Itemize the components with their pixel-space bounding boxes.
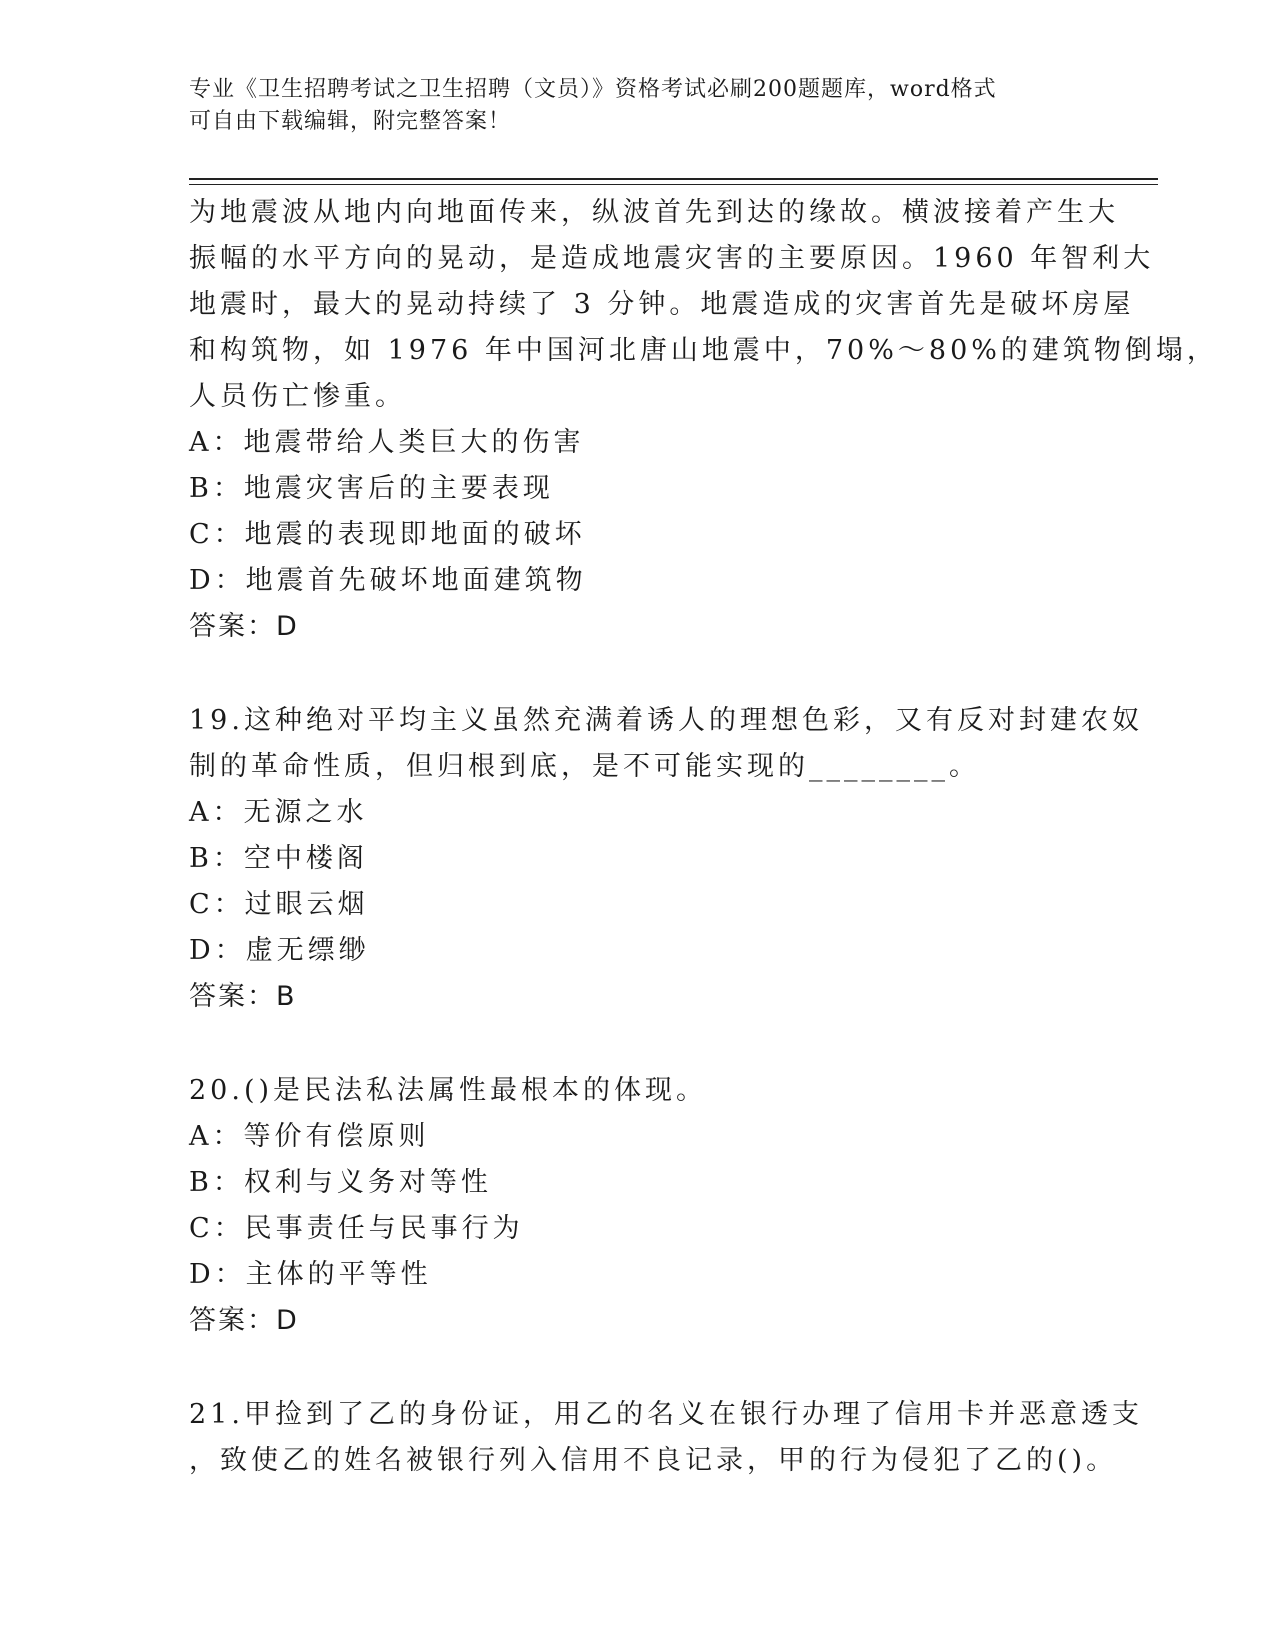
option-c: C：地震的表现即地面的破坏 (189, 519, 586, 550)
option-c: C：民事责任与民事行为 (189, 1213, 524, 1244)
question-text-line: 20.()是民法私法属性最根本的体现。 (189, 1075, 708, 1106)
question-text-line: 和构筑物，如 1976 年中国河北唐山地震中，70%～80%的建筑物倒塌， (189, 335, 1218, 366)
question-text-line: 人员伤亡惨重。 (189, 381, 406, 412)
document-body (189, 190, 1218, 1484)
question-20 (189, 1068, 1089, 1344)
question-text-line: 为地震波从地内向地面传来，纵波首先到达的缘故。横波接着产生大 (189, 197, 1119, 228)
option-b: B：空中楼阁 (189, 843, 368, 874)
question-text-line: 制的革命性质，但归根到底，是不可能实现的________。 (189, 751, 980, 782)
option-d: D：地震首先破坏地面建筑物 (189, 565, 587, 596)
header-rule-thin (189, 184, 1158, 185)
option-c: C：过眼云烟 (189, 889, 369, 920)
option-d: D：主体的平等性 (189, 1259, 432, 1290)
question-text-line: 19.这种绝对平均主义虽然充满着诱人的理想色彩，又有反对封建农奴 (189, 705, 1143, 736)
question-19 (189, 698, 1143, 1020)
question-21 (189, 1392, 1143, 1484)
option-b: B：权利与义务对等性 (189, 1167, 492, 1198)
question-text-line: 21.甲捡到了乙的身份证，用乙的名义在银行办理了信用卡并恶意透支 (189, 1399, 1143, 1430)
option-a: A：地震带给人类巨大的伤害 (189, 427, 585, 458)
answer: 答案：D (189, 1305, 299, 1336)
question-18 (189, 190, 1218, 650)
option-a: A：等价有偿原则 (189, 1121, 430, 1152)
header-rule-thick (189, 178, 1158, 180)
answer: 答案：D (189, 611, 299, 642)
header-line-1: 专业《卫生招聘考试之卫生招聘（文员）》资格考试必刷200题题库，word格式 (189, 77, 997, 102)
question-text-line: 地震时，最大的晃动持续了 3 分钟。地震造成的灾害首先是破坏房屋 (189, 289, 1135, 320)
header-line-2: 可自由下载编辑，附完整答案！ (189, 109, 512, 134)
option-a: A：无源之水 (189, 797, 368, 828)
option-b: B：地震灾害后的主要表现 (189, 473, 554, 504)
answer: 答案：B (189, 981, 297, 1012)
question-text-line: 振幅的水平方向的晃动，是造成地震灾害的主要原因。1960 年智利大 (189, 243, 1155, 274)
option-d: D：虚无缥缈 (189, 935, 370, 966)
question-text-line: ，致使乙的姓名被银行列入信用不良记录，甲的行为侵犯了乙的()。 (189, 1445, 1118, 1476)
document-header (189, 74, 1069, 138)
